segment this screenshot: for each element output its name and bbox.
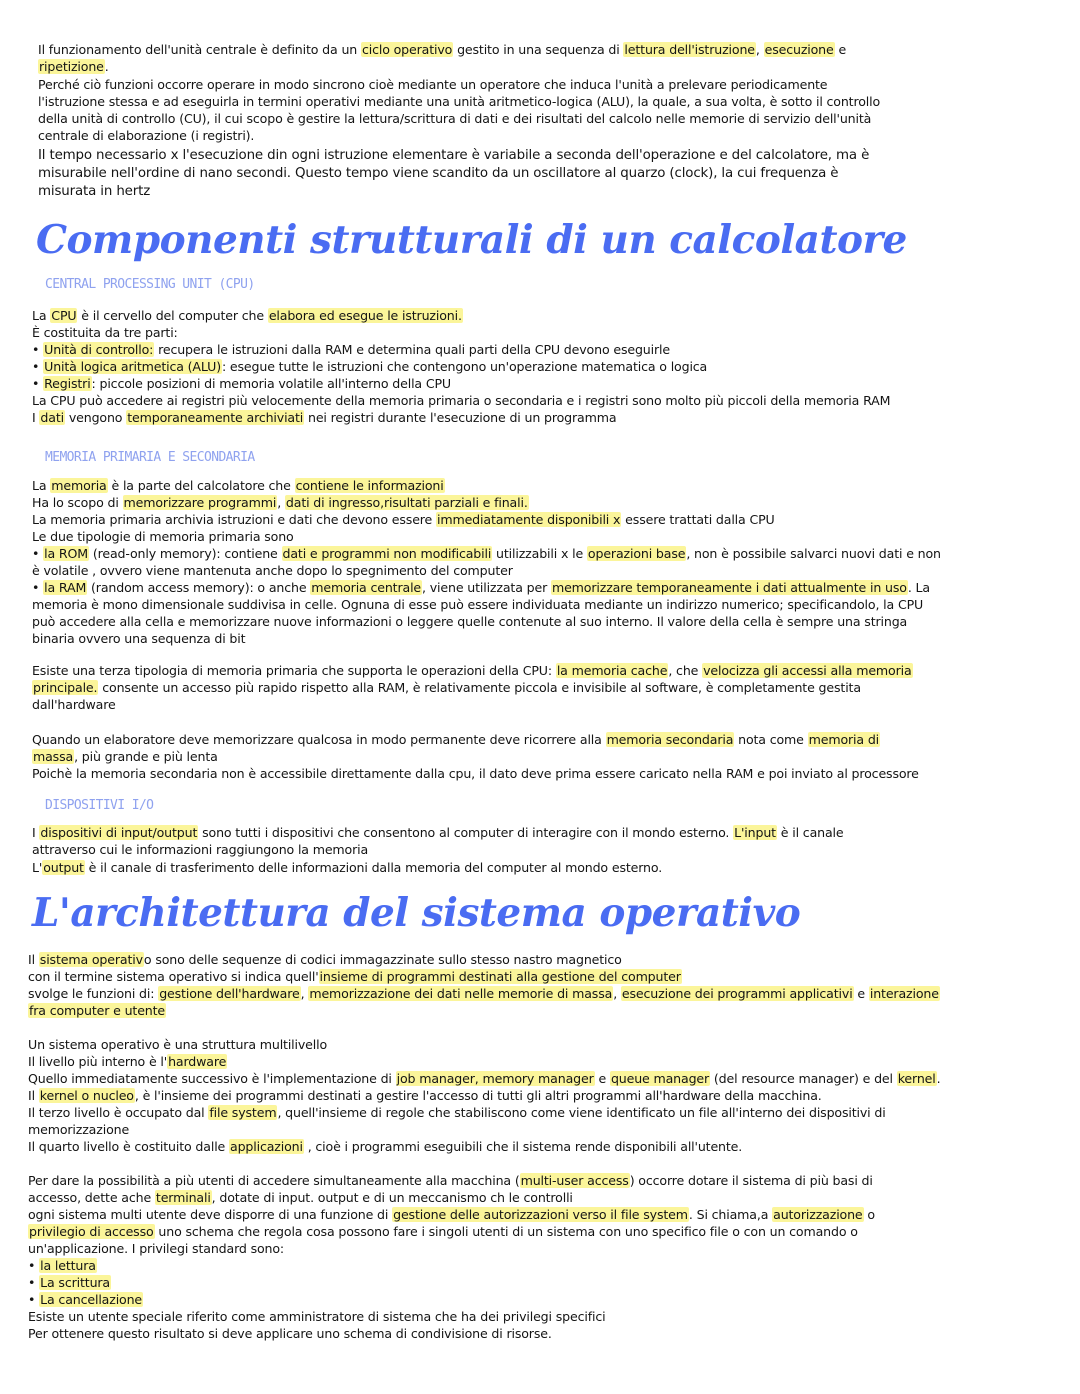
text-segment: (del resource manager) e del	[710, 1071, 897, 1086]
text-segment: Il livello più interno è l'	[28, 1054, 168, 1069]
memoria-line	[32, 478, 445, 495]
intro-line	[38, 94, 880, 111]
text-segment: •	[32, 342, 44, 357]
text-segment: sono tutti i dispositivi che consentono al computer di interagire con il mondo esterno.	[198, 825, 734, 840]
multiuser-line	[28, 1241, 284, 1258]
text-segment: Il tempo necessario x l'esecuzione din ogni istruzione elementare è variabile a seconda dell'operazione e del calcolatore, ma è	[38, 148, 870, 163]
highlighted-text: immediatamente disponibili x	[437, 512, 621, 527]
text-segment: , cioè i programmi eseguibili che il sistema rende disponibili all'utente.	[303, 1139, 743, 1154]
text-segment: recupera le istruzioni dalla RAM e determina quali parti della CPU devono eseguirle	[154, 342, 670, 357]
text-segment: Perché ciò funzioni occorre operare in modo sincrono cioè mediante un operatore che induca l'unità a prelevare periodicamente	[38, 77, 828, 92]
highlighted-text: temporaneamente archiviati	[127, 410, 304, 425]
so-line	[28, 986, 940, 1003]
intro-line	[38, 111, 871, 128]
highlighted-text: memorizzazione dei dati nelle memorie di massa	[309, 986, 613, 1001]
text-segment: utilizzabili x le	[492, 546, 587, 561]
io-line	[32, 842, 368, 859]
highlighted-text: velocizza gli accessi alla memoria	[703, 663, 912, 678]
multiuser-line	[28, 1275, 111, 1292]
highlighted-text: memorizzare temporaneamente i dati attualmente in uso	[551, 580, 907, 595]
highlighted-text: elabora ed esegue le istruzioni.	[268, 308, 462, 323]
highlighted-text: sistema operativ	[39, 952, 143, 967]
text-segment: , viene utilizzata per	[422, 580, 551, 595]
highlighted-text: esecuzione	[764, 42, 834, 57]
text-segment: ) occorre dotare il sistema di più basi di	[629, 1173, 873, 1188]
highlighted-text: La cancellazione	[40, 1292, 143, 1307]
text-segment: nei registri durante l'esecuzione di un programma	[304, 410, 617, 425]
highlighted-text: kernel	[897, 1071, 936, 1086]
highlighted-text: la lettura	[40, 1258, 96, 1273]
highlighted-text: privilegio di accesso	[29, 1224, 154, 1239]
highlighted-text: operazioni base	[587, 546, 686, 561]
text-segment: Il funzionamento dell'unità centrale è definito da un	[38, 42, 361, 57]
subtitle-memoria: MEMORIA PRIMARIA E SECONDARIA	[45, 450, 255, 465]
highlighted-text: insieme di programmi destinati alla gestione del computer	[319, 969, 681, 984]
text-segment: è volatile , ovvero viene mantenuta anche dopo lo spegnimento del computer	[32, 563, 513, 578]
multiuser-line	[28, 1207, 875, 1224]
text-segment: ,	[277, 495, 285, 510]
text-segment: Esiste un utente speciale riferito come amministratore di sistema che ha dei privilegi specifici	[28, 1309, 606, 1324]
multiuser-line	[28, 1190, 573, 1207]
text-segment: con il termine sistema operativo si indica quell'	[28, 969, 319, 984]
highlighted-text: file system	[209, 1105, 277, 1120]
subtitle-cpu: CENTRAL PROCESSING UNIT (CPU)	[45, 277, 255, 292]
text-segment: Il quarto livello è costituito dalle	[28, 1139, 229, 1154]
cpu-line	[32, 359, 707, 376]
highlighted-text: memoria secondaria	[606, 732, 734, 747]
text-segment: della unità di controllo (CU), il cui scopo è gestire la lettura/scrittura di dati e dei risultati del calcolo nelle memorie di servizio dell'unità	[38, 111, 872, 126]
text-segment: memorizzazione	[28, 1122, 130, 1137]
text-segment: Esiste una terza tipologia di memoria primaria che supporta le operazioni della CPU:	[32, 663, 556, 678]
text-segment: •	[32, 359, 44, 374]
text-segment: . La	[907, 580, 930, 595]
intro-line	[38, 128, 254, 145]
highlighted-text: output	[43, 860, 84, 875]
text-segment: ,	[755, 42, 764, 57]
text-segment: : piccole posizioni di memoria volatile all'interno della CPU	[91, 376, 451, 391]
text-segment: ,	[300, 986, 309, 1001]
text-segment: .	[936, 1071, 941, 1086]
highlighted-text: massa	[33, 749, 74, 764]
so-line	[28, 969, 682, 986]
cache-line	[32, 663, 913, 680]
text-segment: Per ottenere questo risultato si deve applicare uno schema di condivisione di risorse.	[28, 1326, 552, 1341]
highlighted-text: Unità logica aritmetica (ALU)	[44, 359, 221, 374]
text-segment: è il canale	[776, 825, 844, 840]
highlighted-text: ciclo operativo	[361, 42, 453, 57]
highlighted-text: job manager, memory manager	[396, 1071, 594, 1086]
text-segment: gestito in una sequenza di	[453, 42, 624, 57]
text-segment: La memoria primaria archivia istruzioni e dati che devono essere	[32, 512, 436, 527]
highlighted-text: lettura dell'istruzione	[624, 42, 755, 57]
multiuser-line	[28, 1173, 873, 1190]
highlighted-text: fra computer e utente	[29, 1003, 166, 1018]
text-segment: , quell'insieme di regole che stabiliscono come viene identificato un file all'interno dei dispositivi di	[277, 1105, 886, 1120]
cpu-line	[32, 325, 178, 342]
highlighted-text: interazione	[869, 986, 939, 1001]
so-line	[28, 1003, 166, 1020]
multiuser-line	[28, 1309, 605, 1326]
text-segment: Poichè la memoria secondaria non è accessibile direttamente dalla cpu, il dato deve prima essere caricato nella RAM e poi inviato al processore	[32, 766, 919, 781]
highlighted-text: memoria centrale	[311, 580, 422, 595]
highlighted-text: CPU	[51, 308, 77, 323]
livelli-line	[28, 1139, 742, 1156]
text-segment: può accedere alla cella e memorizzare nuove informazioni o leggere quelle contenute al suo interno. Il valore della cella è sempre una stringa	[32, 614, 908, 629]
highlighted-text: multi-user access	[520, 1173, 629, 1188]
intro-line	[38, 42, 846, 59]
text-segment: Un sistema operativo è una struttura multilivello	[28, 1037, 328, 1052]
so-line	[28, 952, 622, 969]
text-segment: vengono	[64, 410, 127, 425]
text-segment: e	[853, 986, 869, 1001]
livelli-line	[28, 1071, 940, 1088]
text-segment: È costituita da tre parti:	[32, 325, 178, 340]
text-segment: consente un accesso più rapido rispetto alla RAM, è relativamente piccola e invisibile al software, è completamente gestita	[98, 680, 861, 695]
highlighted-text: Unità di controllo:	[44, 342, 154, 357]
intro-line	[38, 184, 150, 201]
secondaria-line	[32, 766, 919, 783]
memoria-line	[32, 529, 294, 546]
memoria-line	[32, 512, 775, 529]
text-segment: un'applicazione. I privilegi standard sono:	[28, 1241, 285, 1256]
highlighted-text: hardware	[168, 1054, 227, 1069]
text-segment: Il terzo livello è occupato dal	[28, 1105, 209, 1120]
text-segment: è la parte del calcolatore che	[107, 478, 295, 493]
io-line	[32, 860, 662, 877]
multiuser-line	[28, 1326, 552, 1343]
text-segment: I	[32, 410, 40, 425]
highlighted-text: dispositivi di input/output	[40, 825, 198, 840]
highlighted-text: la memoria cache	[556, 663, 668, 678]
text-segment: •	[28, 1258, 40, 1273]
text-segment: e	[834, 42, 847, 57]
text-segment: Quello immediatamente successivo è l'implementazione di	[28, 1071, 396, 1086]
multiuser-line	[28, 1258, 97, 1275]
highlighted-text: gestione delle autorizzazioni verso il file system	[393, 1207, 688, 1222]
memoria-line	[32, 563, 513, 580]
secondaria-line	[32, 732, 880, 749]
cpu-line	[32, 308, 463, 325]
text-segment: è il canale di trasferimento delle informazioni dalla memoria del computer al mondo esterno.	[84, 860, 663, 875]
cache-line	[32, 680, 861, 697]
highlighted-text: autorizzazione	[773, 1207, 863, 1222]
highlighted-text: La scrittura	[40, 1275, 110, 1290]
text-segment: , è l'insieme dei programmi destinati a gestire l'accesso di tutti gli altri programmi all'hardware della macchina.	[134, 1088, 822, 1103]
highlighted-text: applicazioni	[230, 1139, 303, 1154]
io-line	[32, 825, 844, 842]
highlighted-text: dati e programmi non modificabili	[282, 546, 492, 561]
cpu-line	[32, 342, 670, 359]
text-segment: Ha lo scopo di	[32, 495, 123, 510]
text-segment: I	[32, 825, 40, 840]
highlighted-text: la RAM	[44, 580, 87, 595]
highlighted-text: gestione dell'hardware	[159, 986, 300, 1001]
livelli-line	[28, 1037, 327, 1054]
secondaria-line	[32, 749, 218, 766]
text-segment: •	[28, 1275, 40, 1290]
text-segment: La	[32, 308, 51, 323]
text-segment: misurabile nell'ordine di nano secondi. Questo tempo viene scandito da un oscillatore al quarzo (clock), la cui frequenza è	[38, 166, 839, 181]
cpu-line	[32, 376, 451, 393]
text-segment: binaria ovvero una sequenza di bit	[32, 631, 246, 646]
highlighted-text: memoria di	[808, 732, 880, 747]
text-segment: La	[32, 478, 51, 493]
text-segment: , non è possibile salvarci nuovi dati e non	[686, 546, 941, 561]
memoria-line	[32, 495, 529, 512]
text-segment: e	[594, 1071, 610, 1086]
memoria-line	[32, 631, 245, 648]
highlighted-text: memorizzare programmi	[123, 495, 277, 510]
text-segment: •	[32, 580, 44, 595]
highlighted-text: Registri	[44, 376, 91, 391]
multiuser-line	[28, 1292, 143, 1309]
text-segment: ,	[613, 986, 621, 1001]
text-segment: L'	[32, 860, 43, 875]
livelli-line	[28, 1105, 886, 1122]
intro-line	[38, 148, 869, 165]
livelli-line	[28, 1054, 227, 1071]
text-segment: Il	[28, 1088, 39, 1103]
intro-line	[38, 59, 109, 76]
subtitle-io: DISPOSITIVI I/O	[45, 798, 154, 813]
text-segment: Per dare la possibilità a più utenti di accedere simultaneamente alla macchina (	[28, 1173, 520, 1188]
highlighted-text: principale.	[33, 680, 98, 695]
section-title-componenti: Componenti strutturali di un calcolatore	[36, 217, 907, 263]
cache-line	[32, 697, 116, 714]
text-segment: l'istruzione stessa e ad eseguirla in termini operativi mediante una unità aritmetico-logica (ALU), la quale, a sua volta, è sotto il controllo	[38, 94, 881, 109]
memoria-line	[32, 614, 907, 631]
intro-line	[38, 166, 838, 183]
cpu-line	[32, 393, 890, 410]
text-segment: Le due tipologie di memoria primaria sono	[32, 529, 294, 544]
text-segment: •	[32, 376, 44, 391]
text-segment: (read-only memory): contiene	[89, 546, 282, 561]
text-segment: è il cervello del computer che	[77, 308, 268, 323]
text-segment: essere trattati dalla CPU	[621, 512, 775, 527]
text-segment: , più grande e più lenta	[74, 749, 218, 764]
text-segment: Quando un elaboratore deve memorizzare qualcosa in modo permanente deve ricorrere alla	[32, 732, 606, 747]
text-segment: uno schema che regola cosa possono fare i singoli utenti di un sistema con uno specifico file o con un comando o	[154, 1224, 858, 1239]
multiuser-line	[28, 1224, 858, 1241]
text-segment: Il	[28, 952, 39, 967]
highlighted-text: terminali	[155, 1190, 211, 1205]
highlighted-text: kernel o nucleo	[39, 1088, 134, 1103]
text-segment: •	[28, 1292, 40, 1307]
text-segment: (random access memory): o anche	[87, 580, 311, 595]
highlighted-text: L'input	[734, 825, 776, 840]
text-segment: centrale di elaborazione (i registri).	[38, 128, 255, 143]
highlighted-text: queue manager	[610, 1071, 710, 1086]
text-segment: o sono delle sequenze di codici immagazzinate sullo stesso nastro magnetico	[143, 952, 622, 967]
livelli-line	[28, 1088, 822, 1105]
text-segment: .	[104, 59, 109, 74]
text-segment: : esegue tutte le istruzioni che contengono un'operazione matematica o logica	[221, 359, 708, 374]
highlighted-text: esecuzione dei programmi applicativi	[621, 986, 853, 1001]
text-segment: nota come	[734, 732, 808, 747]
text-segment: accesso, dette ache	[28, 1190, 155, 1205]
text-segment: dall'hardware	[32, 697, 116, 712]
text-segment: svolge le funzioni di:	[28, 986, 159, 1001]
cpu-line	[32, 410, 616, 427]
text-segment: •	[32, 546, 44, 561]
text-segment: misurata in hertz	[38, 184, 151, 199]
text-segment: attraverso cui le informazioni raggiungono la memoria	[32, 842, 369, 857]
highlighted-text: contiene le informazioni	[295, 478, 444, 493]
highlighted-text: la ROM	[44, 546, 88, 561]
highlighted-text: memoria	[51, 478, 107, 493]
memoria-line	[32, 546, 941, 563]
text-segment: memoria è mono dimensionale suddivisa in celle. Ognuna di esse può essere individuata mediante un indirizzo numerico; specificandolo, la CPU	[32, 597, 924, 612]
text-segment: La CPU può accedere ai registri più velocemente della memoria primaria o secondaria e i registri sono molto più piccoli della memoria RAM	[32, 393, 891, 408]
text-segment: , che	[668, 663, 703, 678]
text-segment: . Si chiama,a	[688, 1207, 773, 1222]
section-title-architettura: L'architettura del sistema operativo	[32, 890, 801, 936]
text-segment: o	[863, 1207, 875, 1222]
text-segment: ogni sistema multi utente deve disporre di una funzione di	[28, 1207, 393, 1222]
memoria-line	[32, 580, 930, 597]
highlighted-text: dati di ingresso,risultati parziali e finali.	[285, 495, 528, 510]
memoria-line	[32, 597, 923, 614]
intro-line	[38, 77, 827, 94]
text-segment: , dotate di input. output e di un meccanismo ch le controlli	[211, 1190, 573, 1205]
highlighted-text: dati	[40, 410, 64, 425]
livelli-line	[28, 1122, 129, 1139]
highlighted-text: ripetizione	[39, 59, 104, 74]
